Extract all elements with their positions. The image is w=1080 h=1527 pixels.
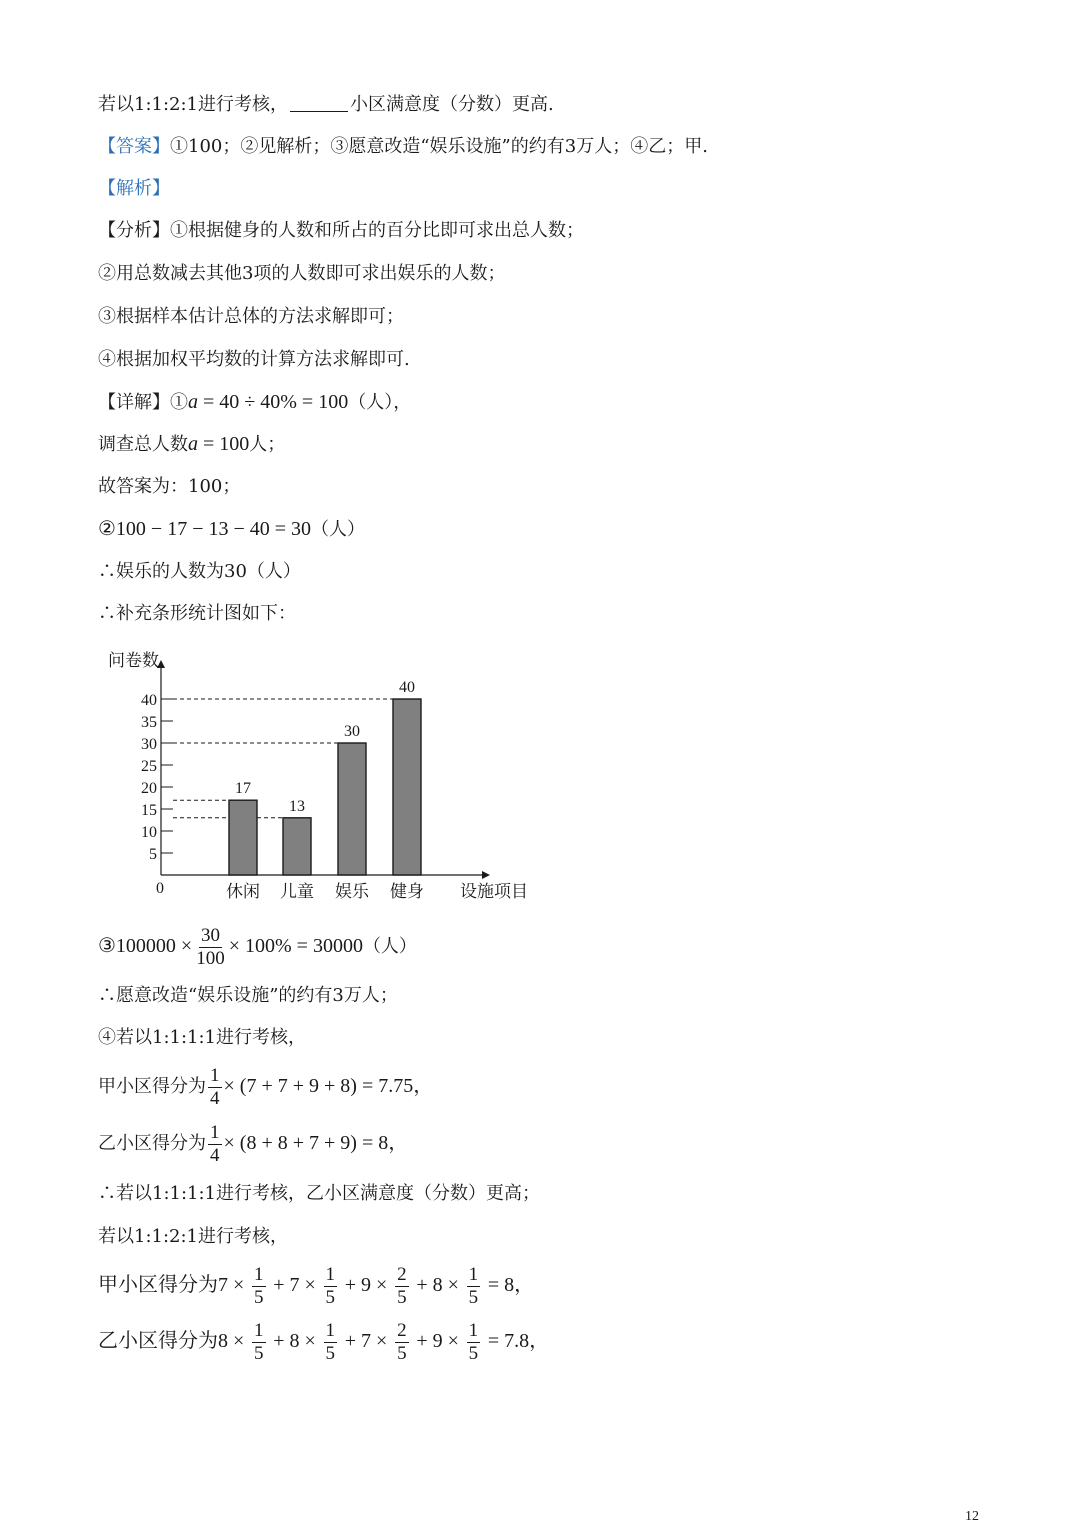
fraction-denominator: 5 — [325, 1286, 336, 1308]
total-equation: = 100 — [198, 433, 250, 455]
total-var: a — [188, 433, 198, 455]
step-3-line — [98, 918, 417, 974]
y-tick-label: 40 — [141, 692, 157, 709]
yi-2-term-4: + 9 × — [416, 1330, 459, 1352]
jia-2-fraction-2 — [324, 1264, 338, 1309]
jia-2-fraction-4 — [467, 1264, 481, 1309]
y-tick-label: 25 — [141, 758, 157, 775]
step-3-fraction — [194, 925, 227, 970]
answer-1-line: 故答案为：100； — [98, 476, 241, 497]
y-tick-label: 10 — [141, 824, 157, 841]
bar — [338, 743, 366, 875]
jia-1-fraction — [208, 1065, 222, 1110]
bar-data-label: 13 — [289, 797, 305, 815]
jia-2-term-2: + 7 × — [273, 1274, 316, 1296]
jia-2-fraction-1 — [252, 1264, 266, 1309]
jia-score-2 — [98, 1257, 534, 1313]
fraction-numerator: 1 — [210, 1121, 220, 1143]
fraction-numerator: 2 — [397, 1319, 407, 1341]
fraction-denominator: 4 — [210, 1087, 220, 1109]
total-prefix: 调查总人数 — [98, 434, 188, 455]
y-axis-label: 问卷数 — [108, 651, 159, 670]
bar — [229, 800, 257, 875]
fraction-numerator: 1 — [325, 1319, 336, 1341]
yi-2-prefix: 乙小区得分为8 × — [98, 1330, 245, 1352]
fenxi-line: 【分析】①根据健身的人数和所占的百分比即可求出总人数； — [98, 220, 584, 241]
answer-tag: 【答案】 — [98, 136, 170, 157]
fraction-numerator: 30 — [200, 924, 220, 946]
jia-1-post: × (7 + 7 + 9 + 8) = 7.75， — [223, 1075, 434, 1097]
fraction-denominator: 5 — [254, 1286, 264, 1308]
step-2-unit: （人） — [311, 519, 366, 540]
jiexi-tag: 【解析】 — [98, 178, 170, 199]
yi-1-post: × (8 + 8 + 7 + 9) = 8， — [223, 1132, 409, 1154]
fraction-denominator: 5 — [254, 1342, 264, 1364]
yi-1-fraction — [208, 1122, 222, 1167]
step-4-line: ④若以1:1:1:1进行考核， — [98, 1027, 307, 1048]
origin-label: 0 — [156, 880, 164, 897]
yi-2-term-3: + 7 × — [344, 1330, 388, 1352]
xiangjie-prefix: 【详解】① — [98, 392, 188, 413]
fraction-numerator: 1 — [468, 1263, 479, 1285]
yi-2-fraction-2 — [324, 1320, 338, 1365]
y-tick-label: 20 — [141, 780, 157, 797]
jia-2-term-4: + 8 × — [416, 1274, 459, 1296]
step-2c-line: ∴补充条形统计图如下： — [98, 603, 296, 624]
fraction-denominator: 5 — [325, 1342, 336, 1364]
var-a: a — [188, 391, 198, 413]
fraction-denominator: 5 — [397, 1286, 407, 1308]
bar-data-label: 40 — [399, 679, 415, 696]
x-axis-label: 设施项目 — [460, 882, 528, 901]
fraction-denominator: 100 — [196, 947, 225, 969]
y-tick-label: 35 — [141, 714, 157, 731]
page-number: 12 — [965, 1509, 979, 1524]
yi-2-term-2: + 8 × — [273, 1330, 316, 1352]
jia-2-result: = 8， — [487, 1274, 535, 1296]
xiangjie-equation: = 40 ÷ 40% = 100 — [198, 391, 349, 413]
category-label: 儿童 — [280, 882, 314, 901]
yi-2-fraction-3 — [395, 1320, 409, 1365]
line-1-a: 若以1:1:2:1进行考核， — [98, 94, 289, 115]
fraction-numerator: 1 — [254, 1319, 264, 1341]
yi-2-fraction-1 — [252, 1320, 266, 1365]
step-3-unit: （人） — [362, 936, 417, 957]
fraction-denominator: 5 — [468, 1286, 479, 1308]
step-2b-line: ∴娱乐的人数为30（人） — [98, 561, 301, 582]
fenxi-step-4: ④根据加权平均数的计算方法求解即可. — [98, 349, 410, 370]
bar — [393, 699, 421, 875]
jia-2-term-3: + 9 × — [344, 1274, 388, 1296]
jia-score-1 — [98, 1058, 433, 1114]
step-3-prefix: ③100000 × — [98, 935, 193, 957]
y-tick-label: 15 — [141, 802, 157, 819]
yi-score-2 — [98, 1313, 549, 1369]
category-label: 健身 — [390, 882, 424, 901]
line-1-b: 小区满意度（分数）更高. — [350, 94, 554, 115]
total-unit: 人； — [249, 434, 286, 455]
jia-1-prefix: 甲小区得分为 — [98, 1076, 206, 1097]
y-tick-label: 5 — [149, 846, 157, 863]
jia-2-fraction-3 — [395, 1264, 409, 1309]
fraction-numerator: 1 — [468, 1319, 479, 1341]
fraction-numerator: 1 — [254, 1263, 264, 1285]
bar — [283, 818, 311, 875]
jia-2-prefix: 甲小区得分为7 × — [98, 1274, 245, 1296]
category-label: 休闲 — [226, 882, 260, 901]
yi-score-1 — [98, 1115, 408, 1171]
xiangjie-unit: （人）， — [348, 392, 412, 413]
yi-2-fraction-4 — [467, 1320, 481, 1365]
step-3-post: × 100% = 30000 — [228, 935, 363, 957]
fraction-denominator: 5 — [397, 1342, 407, 1364]
fenxi-step-2: ②用总数减去其他3项的人数即可求出娱乐的人数； — [98, 263, 506, 284]
bar-data-label: 17 — [235, 780, 251, 798]
category-label: 娱乐 — [335, 882, 369, 901]
answer-text: ①100；②见解析；③愿意改造“娱乐设施”的约有3万人；④乙；甲. — [170, 136, 708, 157]
yi-1-prefix: 乙小区得分为 — [98, 1133, 206, 1154]
fenxi-step-3: ③根据样本估计总体的方法求解即可； — [98, 306, 404, 327]
step-4b-line: ∴若以1:1:1:1进行考核，乙小区满意度（分数）更高； — [98, 1183, 540, 1204]
fraction-denominator: 4 — [210, 1144, 220, 1166]
step-3b-line: ∴愿意改造“娱乐设施”的约有3万人； — [98, 985, 398, 1006]
fraction-numerator: 1 — [325, 1263, 336, 1285]
step-2-equation: ②100 − 17 − 13 − 40 = 30 — [98, 518, 312, 540]
yi-2-result: = 7.8， — [487, 1330, 550, 1352]
fraction-numerator: 1 — [210, 1064, 220, 1086]
step-4c-line: 若以1:1:2:1进行考核， — [98, 1226, 289, 1247]
fraction-numerator: 2 — [397, 1263, 407, 1285]
y-tick-label: 30 — [141, 736, 157, 753]
x-axis-arrow — [482, 871, 490, 879]
fraction-denominator: 5 — [468, 1342, 479, 1364]
bar-data-label: 30 — [344, 723, 360, 740]
